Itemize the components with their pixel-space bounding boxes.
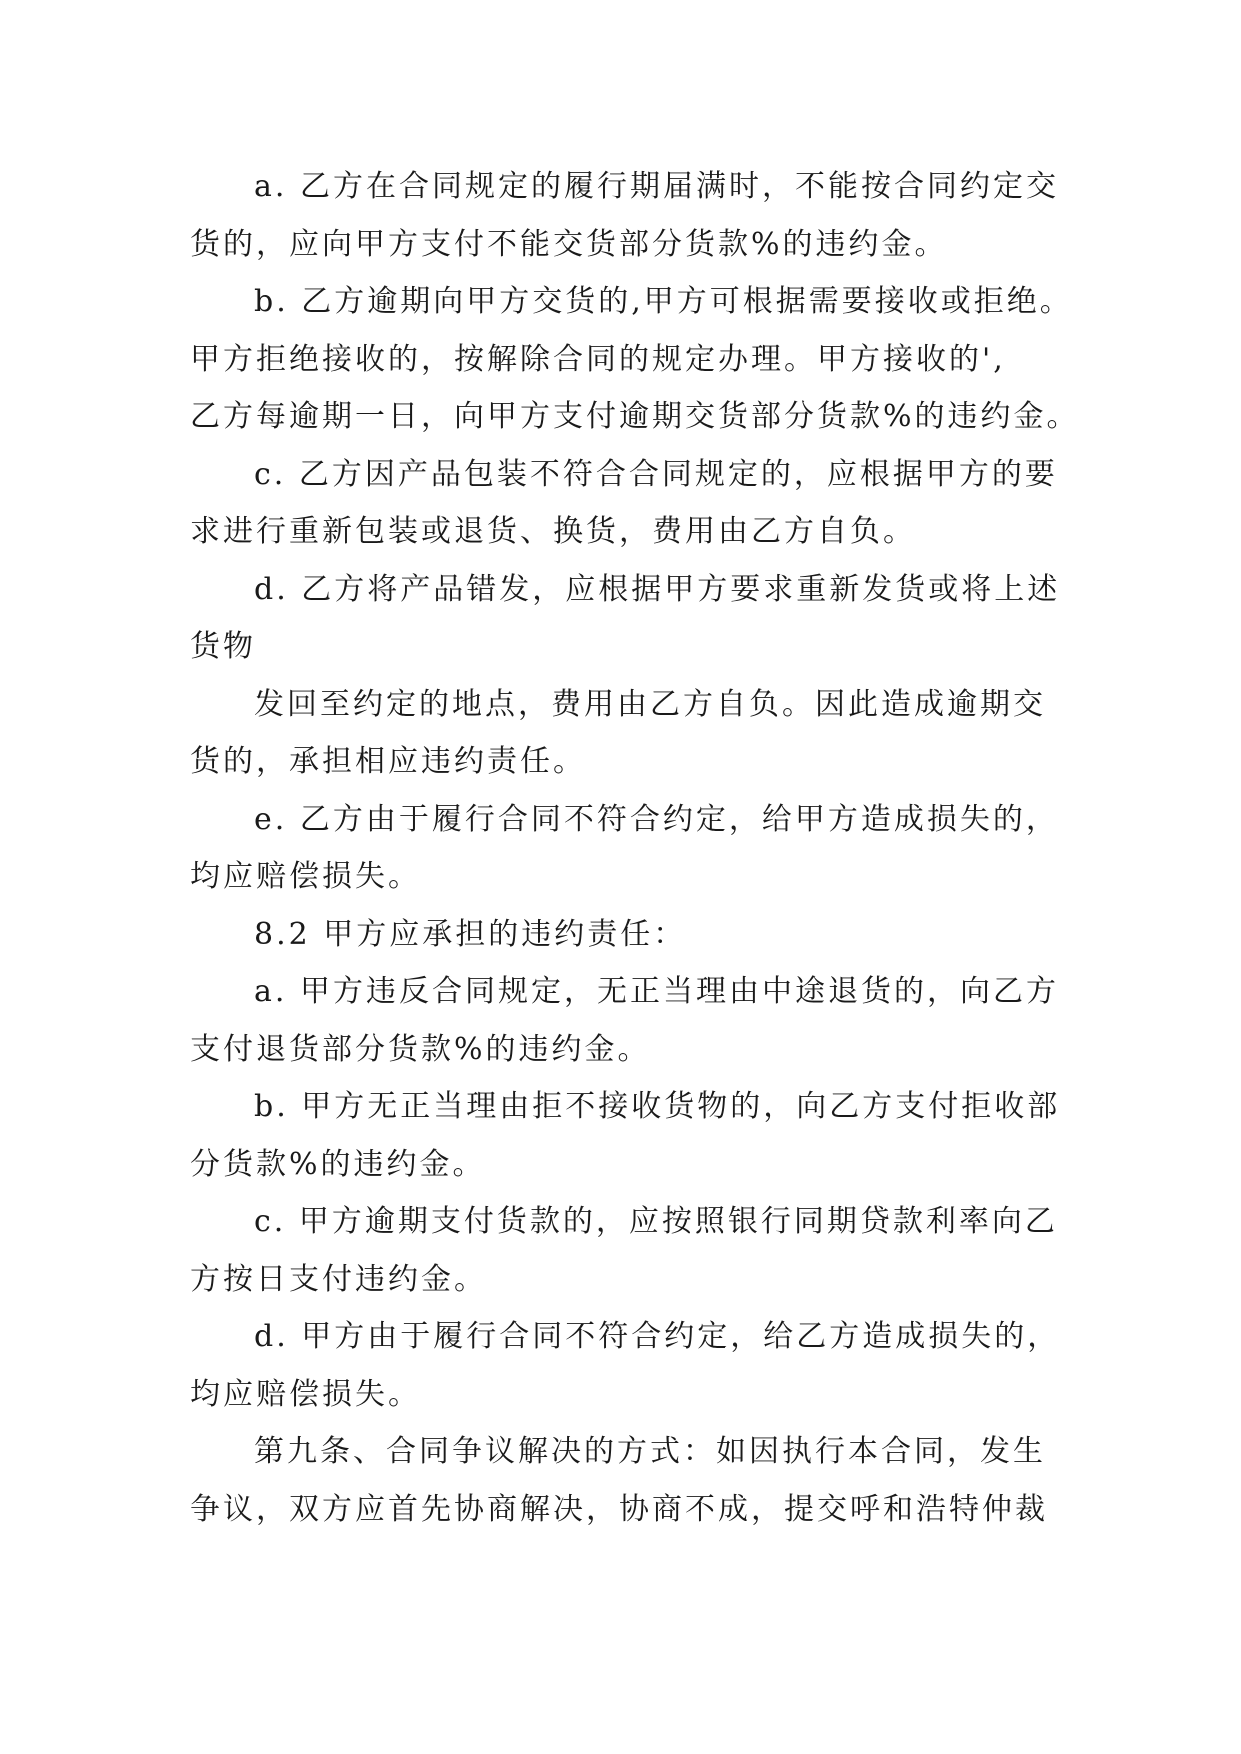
clause-8-1-b [190, 273, 1090, 446]
text-line: 发回至约定的地点，费用由乙方自负。因此造成逾期交 [254, 686, 1046, 722]
text-line: 争议，双方应首先协商解决，协商不成，提交呼和浩特仲裁 [190, 1491, 1048, 1527]
text-line: b. 乙方逾期向甲方交货的,甲方可根据需要接收或拒绝。 [254, 284, 1073, 319]
text-line: 甲方拒绝接收的，按解除合同的规定办理。甲方接收的', [190, 341, 1006, 377]
text-line: 方按日支付违约金。 [190, 1261, 487, 1297]
text-line: 第九条、合同争议解决的方式：如因执行本合同，发生 [254, 1434, 1046, 1469]
text-line: c. 乙方因产品包装不符合合同规定的，应根据甲方的要 [254, 456, 1058, 492]
text-line: 货的，应向甲方支付不能交货部分货款%的违约金。 [190, 226, 948, 262]
clause-8-2-d [190, 1308, 1090, 1423]
text-line: b. 甲方无正当理由拒不接收货物的，向乙方支付拒收部 [254, 1089, 1061, 1124]
text-line: 货的，承担相应违约责任。 [190, 744, 586, 779]
text-line: c. 甲方逾期支付货款的，应按照银行同期贷款利率向乙 [254, 1204, 1058, 1239]
text-line: 均应赔偿损失。 [190, 859, 421, 894]
clause-8-1-d [190, 561, 1090, 676]
document-body [190, 158, 1090, 1538]
text-line: 均应赔偿损失。 [190, 1376, 421, 1412]
text-line: 乙方每逾期一日，向甲方支付逾期交货部分货款%的违约金。 [190, 399, 1080, 434]
text-line: a. 甲方违反合同规定，无正当理由中途退货的，向乙方 [254, 974, 1059, 1009]
clause-8-1-a [190, 158, 1090, 273]
article-9-dispute-resolution [190, 1423, 1090, 1538]
text-line: a. 乙方在合同规定的履行期届满时，不能按合同约定交 [254, 169, 1059, 204]
clause-8-2-c [190, 1193, 1090, 1308]
clause-8-1-d-continued [190, 676, 1090, 791]
text-line: 支付退货部分货款%的违约金。 [190, 1031, 651, 1067]
clause-8-1-e [190, 791, 1090, 906]
clause-8-2-heading [190, 906, 1090, 964]
text-line: d. 甲方由于履行合同不符合约定，给乙方造成损失的， [254, 1319, 1061, 1354]
text-line: e. 乙方由于履行合同不符合约定，给甲方造成损失的， [254, 801, 1059, 837]
text-line: 分货款%的违约金。 [190, 1146, 486, 1182]
clause-8-2-b [190, 1078, 1090, 1193]
clause-8-1-c [190, 446, 1090, 561]
text-line: 货物 [190, 629, 256, 664]
text-line: 8.2 甲方应承担的违约责任： [254, 916, 687, 952]
text-line: d. 乙方将产品错发，应根据甲方要求重新发货或将上述 [254, 571, 1061, 607]
clause-8-2-a [190, 963, 1090, 1078]
text-line: 求进行重新包装或退货、换货，费用由乙方自负。 [190, 514, 916, 549]
